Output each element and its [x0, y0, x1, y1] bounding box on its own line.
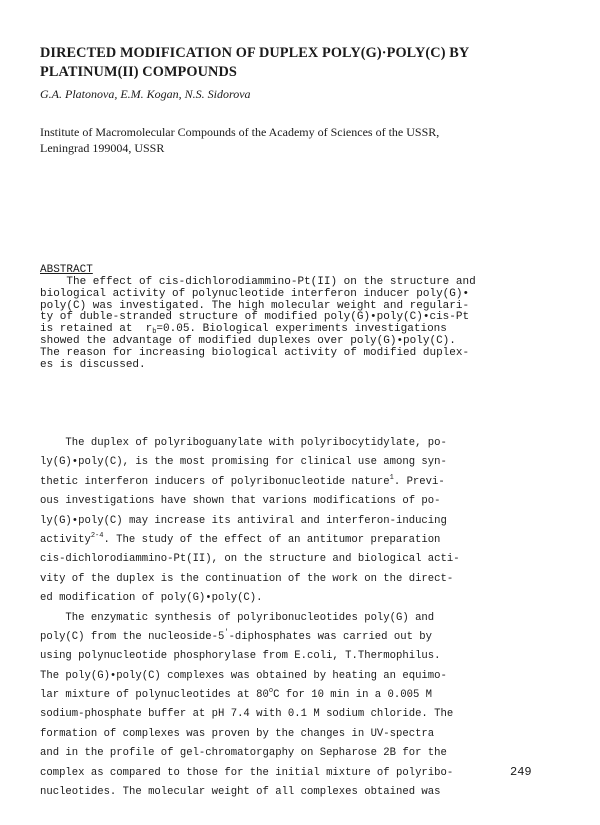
abstract-text	[40, 277, 580, 371]
affiliation-line: Leningrad 199004, USSR	[40, 141, 165, 155]
body-line	[40, 531, 585, 550]
paper-title: DIRECTED MODIFICATION OF DUPLEX POLY(G)·POLY(C) BY PLATINUM(II) COMPOUNDS	[40, 45, 469, 80]
abstract-heading: ABSTRACT	[40, 264, 93, 276]
body-text-fragment: . Previ-	[393, 475, 445, 488]
body-line: The enzymatic synthesis of polyribonucleotides poly(G) and	[40, 611, 435, 624]
body-line: sodium-phosphate buffer at pH 7.4 with 0.1 M sodium chloride. The	[40, 708, 454, 721]
reference-superscript: 2-4	[90, 531, 104, 540]
body-text-fragment: -diphosphates was carried out by	[228, 630, 433, 643]
reference-superscript: 1	[389, 473, 394, 482]
body-line: The poly(G)•poly(C) complexes was obtained by heating an equimo-	[40, 669, 447, 682]
affiliation	[40, 124, 560, 156]
abstract-line: ty of duble-stranded structure of modified poly(G)•poly(C)•cis-Pt	[40, 311, 470, 324]
body-line: nucleotides. The molecular weight of all complexes obtained was	[40, 786, 441, 799]
body-text-fragment: activity	[40, 533, 91, 546]
abstract-text-fragment: is retained at r	[40, 323, 153, 336]
body-line	[40, 473, 585, 492]
affiliation-line: Institute of Macromolecular Compounds of the Academy of Sciences of the USSR,	[40, 125, 440, 139]
body-text-fragment: thetic interferon inducers of polyribonucleotide nature	[40, 475, 390, 488]
body-text	[40, 434, 585, 802]
abstract-line: The reason for increasing biological activity of modified duplex-	[40, 346, 470, 359]
body-line: formation of complexes was proven by the changes in UV-spectra	[40, 727, 435, 740]
page-number: 249	[510, 765, 532, 779]
abstract-line: poly(C) was investigated. The high molecular weight and regulari-	[40, 299, 470, 312]
body-line: ous investigations have shown that varions modifications of po-	[40, 495, 441, 508]
body-line	[40, 686, 585, 705]
body-line: ly(G)•poly(C), is the most promising for clinical use among syn-	[40, 456, 447, 469]
body-text-fragment: . The study of the effect of an antitumor preparation	[103, 533, 441, 546]
abstract-line: The effect of cis-dichlorodiammino-Pt(II) on the structure and	[40, 276, 476, 288]
abstract-line: showed the advantage of modified duplexes over poly(G)•poly(C).	[40, 334, 456, 347]
body-text-fragment: C for 10 min in a 0.005 M	[273, 689, 433, 702]
body-line: complex as compared to those for the initial mixture of polyribo-	[40, 766, 454, 779]
body-text-fragment: lar mixture of polynucleotides at 80	[40, 689, 269, 702]
body-line: and in the profile of gel-chromatorgaphy on Sepharose 2B for the	[40, 747, 447, 760]
body-line: cis-dichlorodiammino-Pt(II), on the structure and biological acti-	[40, 553, 460, 566]
body-line: ly(G)•poly(C) may increase its antiviral and interferon-inducing	[40, 514, 447, 527]
subscript: b	[152, 328, 157, 337]
author-list: G.A. Platonova, E.M. Kogan, N.S. Sidorova	[40, 87, 251, 101]
body-line: vity of the duplex is the continuation of the work on the direct-	[40, 572, 454, 585]
body-text-fragment: poly(C) from the nucleoside-5	[40, 630, 225, 643]
abstract-line: biological activity of polynucleotide interferon inducer poly(G)•	[40, 287, 470, 300]
body-line: using polynucleotide phosphorylase from E.coli, T.Thermophilus.	[40, 650, 441, 663]
prime-superscript: '	[224, 628, 229, 637]
body-line	[40, 628, 585, 647]
body-line: The duplex of polyriboguanylate with polyribocytidylate, po-	[40, 437, 447, 449]
degree-superscript: o	[268, 687, 274, 696]
abstract-text-fragment: =0.05. Biological experiments investigations	[156, 323, 447, 336]
abstract-line: es is discussed.	[40, 358, 146, 371]
body-line: ed modification of poly(G)•poly(C).	[40, 592, 263, 605]
